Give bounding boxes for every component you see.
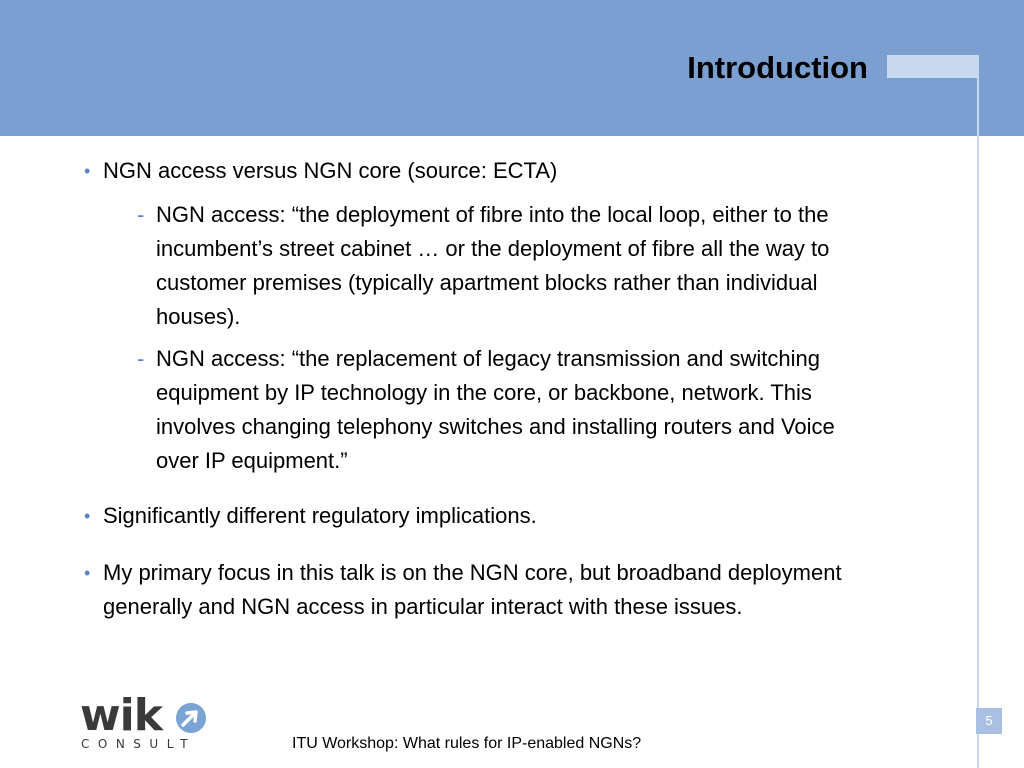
- accent-line: [977, 78, 979, 768]
- bullet-item: [84, 556, 844, 624]
- bullet-mark: •: [84, 161, 91, 181]
- slide-title: Introduction: [687, 50, 868, 85]
- accent-bar: [887, 55, 979, 78]
- bullet-text: Significantly different regulatory implications.: [103, 503, 537, 528]
- wik-consult-logo: [80, 690, 210, 756]
- bullet-mark: •: [84, 506, 91, 526]
- bullet-item: [84, 154, 884, 188]
- arrow-circle-icon: [174, 701, 208, 735]
- sub-bullet-item: [84, 198, 874, 334]
- header-band: [0, 0, 1024, 136]
- dash-mark: -: [137, 346, 145, 371]
- sub-bullet-item: [84, 342, 844, 478]
- logo-wordmark: wik: [80, 690, 162, 741]
- bullet-text: My primary focus in this talk is on the NGN core, but broadband deployment generally and NGN access in particular interact with these issues.: [103, 560, 842, 619]
- logo-subtitle: CONSULT: [81, 737, 197, 751]
- bullet-item: [84, 499, 884, 533]
- bullet-mark: •: [84, 563, 91, 583]
- slide-content: [84, 154, 884, 624]
- bullet-text: NGN access versus NGN core (source: ECTA): [103, 158, 558, 183]
- footer-text: ITU Workshop: What rules for IP-enabled NGNs?: [292, 735, 642, 752]
- page-number: 5: [976, 708, 1002, 734]
- dash-mark: -: [137, 202, 145, 227]
- sub-bullet-text: NGN access: “the deployment of fibre into the local loop, either to the incumbent’s street cabinet … or the deployment of fibre all the way to customer premises (typically apartment blocks rather than individual houses).: [156, 202, 830, 329]
- sub-bullet-text: NGN access: “the replacement of legacy transmission and switching equipment by IP technology in the core, or backbone, network. This involves changing telephony switches and installing routers and Voice over IP equipment.”: [156, 346, 835, 473]
